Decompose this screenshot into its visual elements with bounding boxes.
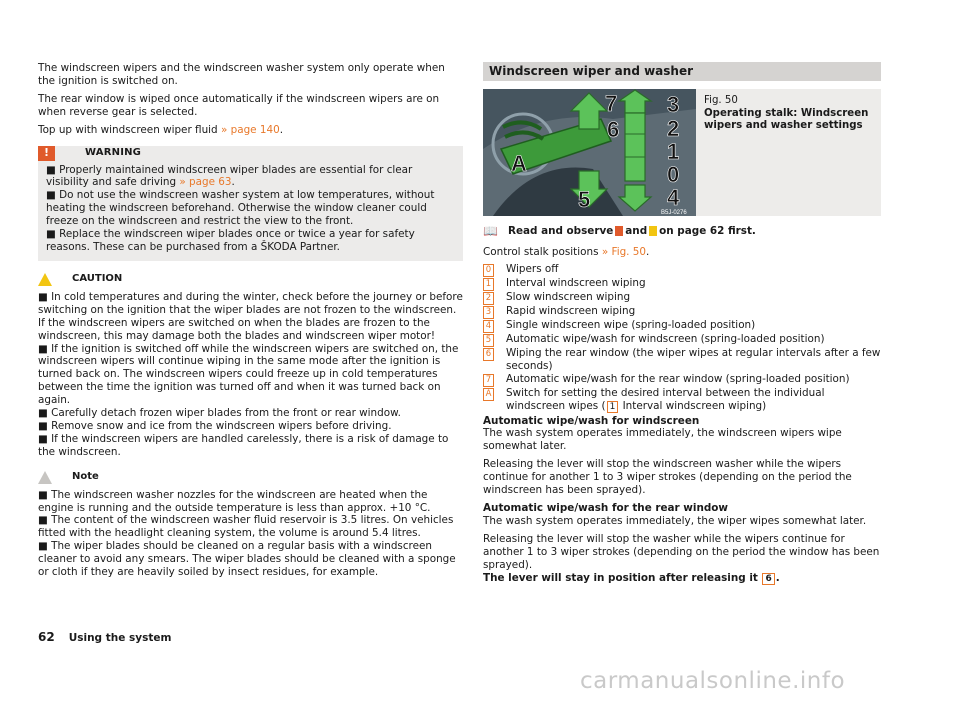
position-number: 0 (483, 264, 494, 277)
label-3: 3 (667, 92, 680, 117)
position-list (483, 263, 881, 413)
warning-item (46, 164, 455, 190)
fig-50-link[interactable]: » Fig. 50 (601, 245, 647, 258)
caution-item: ■ If the ignition is switched off while the windscreen wipers are switched on, the windscreen wipers will continue wiping in the same mode after the ignition is turned back on. The windscreen wipers could freeze up in cold temperatures between the time the ignition was turned off and when it was turned back on again. (38, 342, 459, 407)
topup-end: . (279, 123, 284, 136)
stalk-figure (483, 89, 696, 216)
position-text: Rapid windscreen wiping (506, 304, 636, 317)
position-text: Interval windscreen wiping (506, 276, 646, 289)
caution-header (38, 273, 463, 287)
label-1: 1 (667, 139, 680, 164)
position-number: 3 (483, 306, 494, 319)
warning-item: ■ Do not use the windscreen washer system at low temperatures, without heating the windscreen beforehand. Otherwise the window cleaner could freeze on the windscreen and restrict the view to the front. (46, 189, 435, 228)
label-0: 0 (667, 162, 680, 187)
warning-item-text: ■ Properly maintained windscreen wiper blades are essential for clear visibility and safe driving (46, 163, 413, 189)
intro-paragraph-1: The windscreen wipers and the windscreen washer system only operate when the ignition is switched on. (38, 62, 445, 87)
note-item: ■ The windscreen washer nozzles for the windscreen are heated when the engine is running and the outside temperature is less than approx. +10 °C. (38, 488, 431, 514)
figure-caption: Operating stalk: Windscreen wipers and washer settings (704, 107, 869, 131)
caution-item: ■ Remove snow and ice from the windscreen wipers before driving. (38, 419, 392, 432)
figure-caption-box (696, 89, 881, 216)
warning-body (38, 161, 463, 261)
list-item (483, 387, 881, 413)
position-text: Wiping the rear window (the wiper wipes at regular intervals after a few seconds) (506, 346, 881, 372)
auto-front-title: Automatic wipe/wash for windscreen (483, 414, 700, 427)
label-A: A (511, 151, 527, 176)
label-7: 7 (605, 91, 618, 116)
auto-rear-title: Automatic wipe/wash for the rear window (483, 501, 729, 514)
caution-item: ■ In cold temperatures and during the winter, check before the journey or before switching on the ignition that the wiper blades are not frozen to the windscreen. If the windscreen wipers are switched on when the blades are frozen to the windscreen, this may damage both the blades and windscreen wiper motor! (38, 290, 463, 342)
note-title: Note (72, 471, 99, 483)
position-text: Automatic wipe/wash for windscreen (spring-loaded position) (506, 332, 825, 345)
page-63-link[interactable]: » page 63 (179, 176, 232, 189)
warning-header (38, 146, 463, 161)
position-number: 2 (483, 292, 494, 305)
release-rear-text: Releasing the lever will stop the washer while the wipers continue for another 1 to 3 wiper strokes (depending on the period the window has been sprayed). (483, 532, 880, 571)
list-item (483, 333, 881, 347)
list-item (483, 319, 881, 333)
intro-paragraph-2: The rear window is wiped once automatically if the windscreen wipers are on when reverse gear is selected. (38, 92, 440, 118)
caution-title: CAUTION (72, 273, 123, 285)
position-number: A (483, 388, 494, 401)
warning-mini-icon (615, 226, 623, 236)
caution-mini-icon (649, 226, 657, 236)
warning-item: ■ Replace the windscreen wiper blades once or twice a year for safety reasons. These can be purchased from a ŠKODA Partner. (46, 228, 415, 253)
auto-front-block (483, 415, 881, 585)
warning-icon: ! (38, 146, 55, 161)
release-front-text: Releasing the lever will stop the windscreen washer while the wipers continue for another 1 to 3 wiper strokes (depending on the period the windscreen has been sprayed). (483, 458, 852, 497)
position-text (506, 387, 881, 413)
list-item (483, 291, 881, 305)
list-item (483, 277, 881, 291)
position-text: Slow windscreen wiping (506, 290, 631, 303)
lever-pre: The lever will stay in position after releasing it (483, 571, 762, 584)
label-2: 2 (667, 116, 680, 141)
list-item (483, 263, 881, 277)
posA-post: Interval windscreen wiping) (619, 399, 767, 412)
caution-body (38, 291, 463, 459)
position-number: 6 (483, 348, 494, 361)
right-column (483, 62, 881, 585)
position-ref: 6 (762, 573, 774, 585)
figure-code: B5J-0276 (661, 210, 687, 216)
warning-item-end: . (231, 176, 235, 189)
caution-icon (38, 273, 52, 286)
note-body (38, 489, 463, 579)
position-text: Single windscreen wipe (spring-loaded position) (506, 318, 756, 331)
page-number: 62 (38, 630, 55, 644)
auto-rear-text: The wash system operates immediately, the wiper wipes somewhat later. (483, 514, 867, 527)
control-end: . (646, 245, 650, 258)
posA-pre: Switch for setting the desired interval between the individual windscreen wipes ( (506, 386, 825, 412)
read-mid: and (625, 225, 648, 237)
topup-paragraph (38, 124, 463, 137)
position-text: Automatic wipe/wash for the rear window (spring-loaded position) (506, 372, 850, 385)
warning-box (38, 146, 463, 261)
position-number: 1 (483, 278, 494, 291)
topup-text: Top up with windscreen wiper fluid (38, 123, 221, 136)
read-pre: Read and observe (507, 225, 614, 237)
position-number: 4 (483, 320, 494, 333)
label-5: 5 (578, 187, 591, 212)
control-stalk-heading (483, 246, 881, 259)
watermark: carmanualsonline.info (580, 668, 846, 694)
list-item (483, 373, 881, 387)
figure-number: Fig. 50 (704, 95, 738, 106)
page-footer (38, 630, 171, 644)
note-item: ■ The content of the windscreen washer fluid reservoir is 3.5 litres. On vehicles fitted with the headlight cleaning system, the volume is around 5.4 litres. (38, 514, 454, 540)
left-column (38, 62, 463, 579)
page-140-link[interactable]: » page 140 (220, 123, 280, 136)
warning-title: WARNING (85, 146, 142, 158)
book-icon: 📖 (483, 224, 498, 238)
lever-stay-text (483, 572, 881, 585)
caution-item: ■ Carefully detach frozen wiper blades from the front or rear window. (38, 407, 401, 420)
caution-item: ■ If the windscreen wipers are handled carelessly, there is a risk of damage to the windscreen. (38, 432, 449, 458)
list-item (483, 305, 881, 319)
position-ref: 1 (607, 401, 619, 413)
footer-title: Using the system (68, 632, 172, 644)
stalk-illustration (483, 89, 696, 216)
label-6: 6 (607, 117, 620, 142)
note-icon (38, 471, 52, 484)
control-label: Control stalk positions (483, 245, 602, 258)
position-text: Wipers off (506, 262, 559, 275)
label-4: 4 (667, 185, 680, 210)
lever-end: . (775, 571, 780, 584)
note-item: ■ The wiper blades should be cleaned on a regular basis with a windscreen cleaner to avoid any smears. The wiper blades should be cleaned with a sponge or cloth if they are heavily soiled by insect residues, for example. (38, 540, 456, 579)
auto-front-text: The wash system operates immediately, the windscreen wipers wipe somewhat later. (483, 427, 842, 453)
position-number: 7 (483, 374, 494, 387)
read-notice (483, 225, 881, 238)
figure-row (483, 89, 881, 216)
list-item (483, 347, 881, 373)
section-title: Windscreen wiper and washer (483, 62, 881, 81)
read-post: on page 62 first. (659, 225, 756, 237)
position-number: 5 (483, 334, 494, 347)
note-header (38, 471, 463, 485)
